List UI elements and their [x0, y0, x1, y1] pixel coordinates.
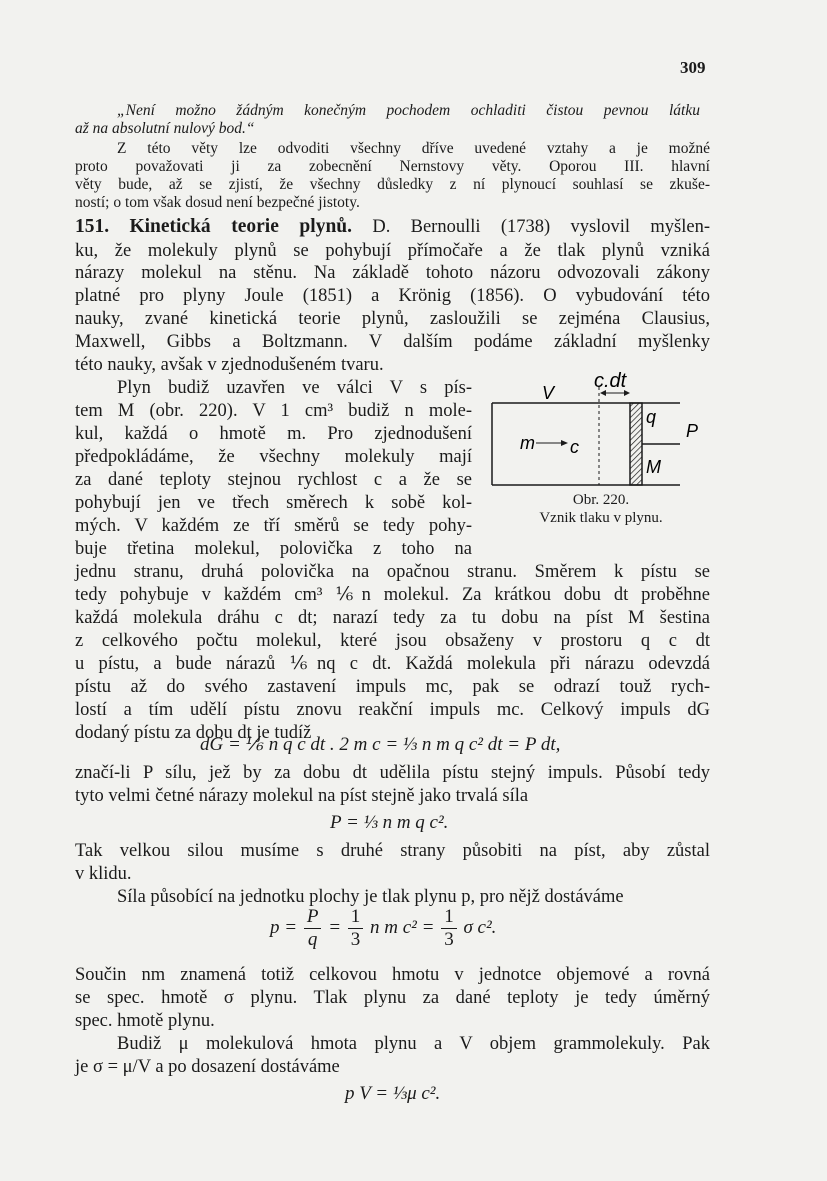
fraction-one-third [348, 906, 364, 951]
figure-label-q: q [646, 407, 657, 427]
para-line: tyto velmi četné nárazy molekul na píst stejně jako trvalá síla [75, 786, 529, 806]
quote-line: až na absolutní nulový bod.“ [75, 120, 255, 137]
fraction-numerator: 1 [348, 906, 364, 929]
para-line: za dané teploty stejnou rychlost c a že se [75, 470, 472, 490]
formula-force: P = ⅓ n m q c². [330, 812, 449, 833]
para-line: tedy pohybuje v každém cm³ ⅙n molekul. Za krátkou dobu dt proběhne [75, 585, 710, 605]
para-line: dodaný pístu za dobu dt je tudíž [75, 723, 312, 743]
fraction-numerator: 1 [441, 906, 457, 929]
para-line: předpokládáme, že všechny molekuly mají [75, 447, 472, 467]
para-line: Tak velkou silou musíme s druhé strany působiti na píst, aby zůstal [75, 841, 710, 861]
formula-middle: n m c² = [370, 916, 435, 938]
section-line: nauky, zvané kinetická teorie plynů, zasloužili se zejména Clausius, [75, 309, 710, 329]
figure-label-m: m [520, 433, 535, 453]
para-line: z celkového počtu molekul, které jsou obsaženy v prostoru q c dt [75, 631, 710, 651]
formula-end: σ c². [463, 916, 497, 938]
para-line: tem M (obr. 220). V 1 cm³ budiž n mole- [75, 401, 472, 421]
section-line: této nauky, avšak v zjednodušeném tvaru. [75, 355, 384, 375]
para-line: Budiž μ molekulová hmota plynu a V objem grammolekuly. Pak [117, 1034, 710, 1054]
intro-line: proto považovati ji za zobecnění Nernstovy věty. Oporou III. hlavní [75, 158, 710, 175]
section-number: 151. [75, 216, 110, 237]
para-line: u pístu, a bude nárazů ⅙nq c dt. Každá molekula při nárazu odevzdá [75, 654, 710, 674]
figure-label-c: c [570, 437, 579, 457]
figure-label-P: P [686, 421, 699, 441]
fraction-denominator: q [307, 929, 318, 950]
figure-caption [490, 491, 712, 527]
para-line: každá molekula dráhu c dt; narazí tedy za tu dobu na píst M šestina [75, 608, 710, 628]
section-line: nárazy molekul na stěnu. Na základě tohoto názoru odvozovali zákony [75, 263, 710, 283]
section-line: platné pro plyny Joule (1851) a Krönig (1856). O vybudování této [75, 286, 710, 306]
quote-line: „Není možno žádným konečným pochodem ochladiti čistou pevnou látku [117, 102, 700, 119]
para-line: buje třetina molekul, polovička z toho na [75, 539, 472, 559]
piston-figure [490, 365, 712, 505]
formula-pressure [270, 906, 496, 951]
formula-lhs: p = [270, 916, 298, 938]
velocity-arrowhead [561, 440, 568, 446]
fraction-one-third [441, 906, 457, 951]
section-title: Kinetická teorie plynů. [129, 216, 353, 237]
fraction-denominator: 3 [444, 929, 454, 950]
figure-label-V: V [542, 383, 555, 403]
piston [630, 403, 642, 485]
fraction-numerator: P [304, 906, 322, 929]
para-line: je σ = μ/V a po dosazení dostáváme [75, 1057, 340, 1077]
para-line: pohybují jen ve třech směrech k sobě kol- [75, 493, 472, 513]
section-line: Maxwell, Gibbs a Boltzmann. V dalším podáme základní myšlenky [75, 332, 710, 352]
para-line: kul, každá o hmotě m. Pro zjednodušení [75, 424, 472, 444]
section-heading-line [75, 216, 710, 238]
para-line: Plyn budiž uzavřen ve válci V s pís- [117, 378, 472, 398]
para-line: jednu stranu, druhá polovička na opačnou stranu. Směrem k pístu se [75, 562, 710, 582]
intro-line: ností; o tom však dosud není bezpečné jistoty. [75, 194, 360, 211]
fraction-denominator: 3 [350, 929, 361, 950]
para-line: mých. V každém ze tří směrů se tedy pohy- [75, 516, 472, 536]
para-line: spec. hmotě plynu. [75, 1011, 215, 1031]
figure-caption-number: Obr. 220. [572, 492, 630, 508]
figure-caption-text: Vznik tlaku v plynu. [539, 510, 663, 526]
formula-pV: p V = ⅓μ c². [345, 1083, 441, 1104]
para-line: Síla působící na jednotku plochy je tlak plynu p, pro nějž dostáváme [117, 887, 624, 907]
fraction-P-over-q [304, 906, 322, 951]
para-line: v klidu. [75, 864, 132, 884]
figure-label-cdt: c.dt [594, 370, 627, 392]
section-text: D. Bernoulli (1738) vyslovil myšlen- [372, 217, 710, 237]
para-line: se spec. hmotě σ plynu. Tlak plynu za dané teploty je tedy úměrný [75, 988, 710, 1008]
figure-label-M: M [646, 457, 661, 477]
para-line: Součin nm znamená totiž celkovou hmotu v jednotce objemové a rovná [75, 965, 710, 985]
para-line: značí-li P sílu, jež by za dobu dt udělila pístu stejný impuls. Působí tedy [75, 763, 710, 783]
page-number: 309 [680, 58, 706, 77]
formula-equals: = [328, 916, 342, 938]
intro-line: věty bude, až se zjistí, že všechny důsledky z ní plynoucí souhlasí se zkuše- [75, 176, 710, 193]
para-line: lostí a tím udělí pístu znovu reakční impuls mc. Celkový impuls dG [75, 700, 710, 720]
para-line: pístu až do svého zastavení impuls mc, pak se odrazí touž rych- [75, 677, 710, 697]
intro-line: Z této věty lze odvoditi všechny dříve uvedené vztahy a je možné [117, 140, 710, 157]
section-line: ku, že molekuly plynů se pohybují přímočaře a že tlak plynů vzniká [75, 241, 710, 261]
formula-impulse: dG = ⅙ n q c dt . 2 m c = ⅓ n m q c² dt = P dt, [200, 734, 561, 755]
